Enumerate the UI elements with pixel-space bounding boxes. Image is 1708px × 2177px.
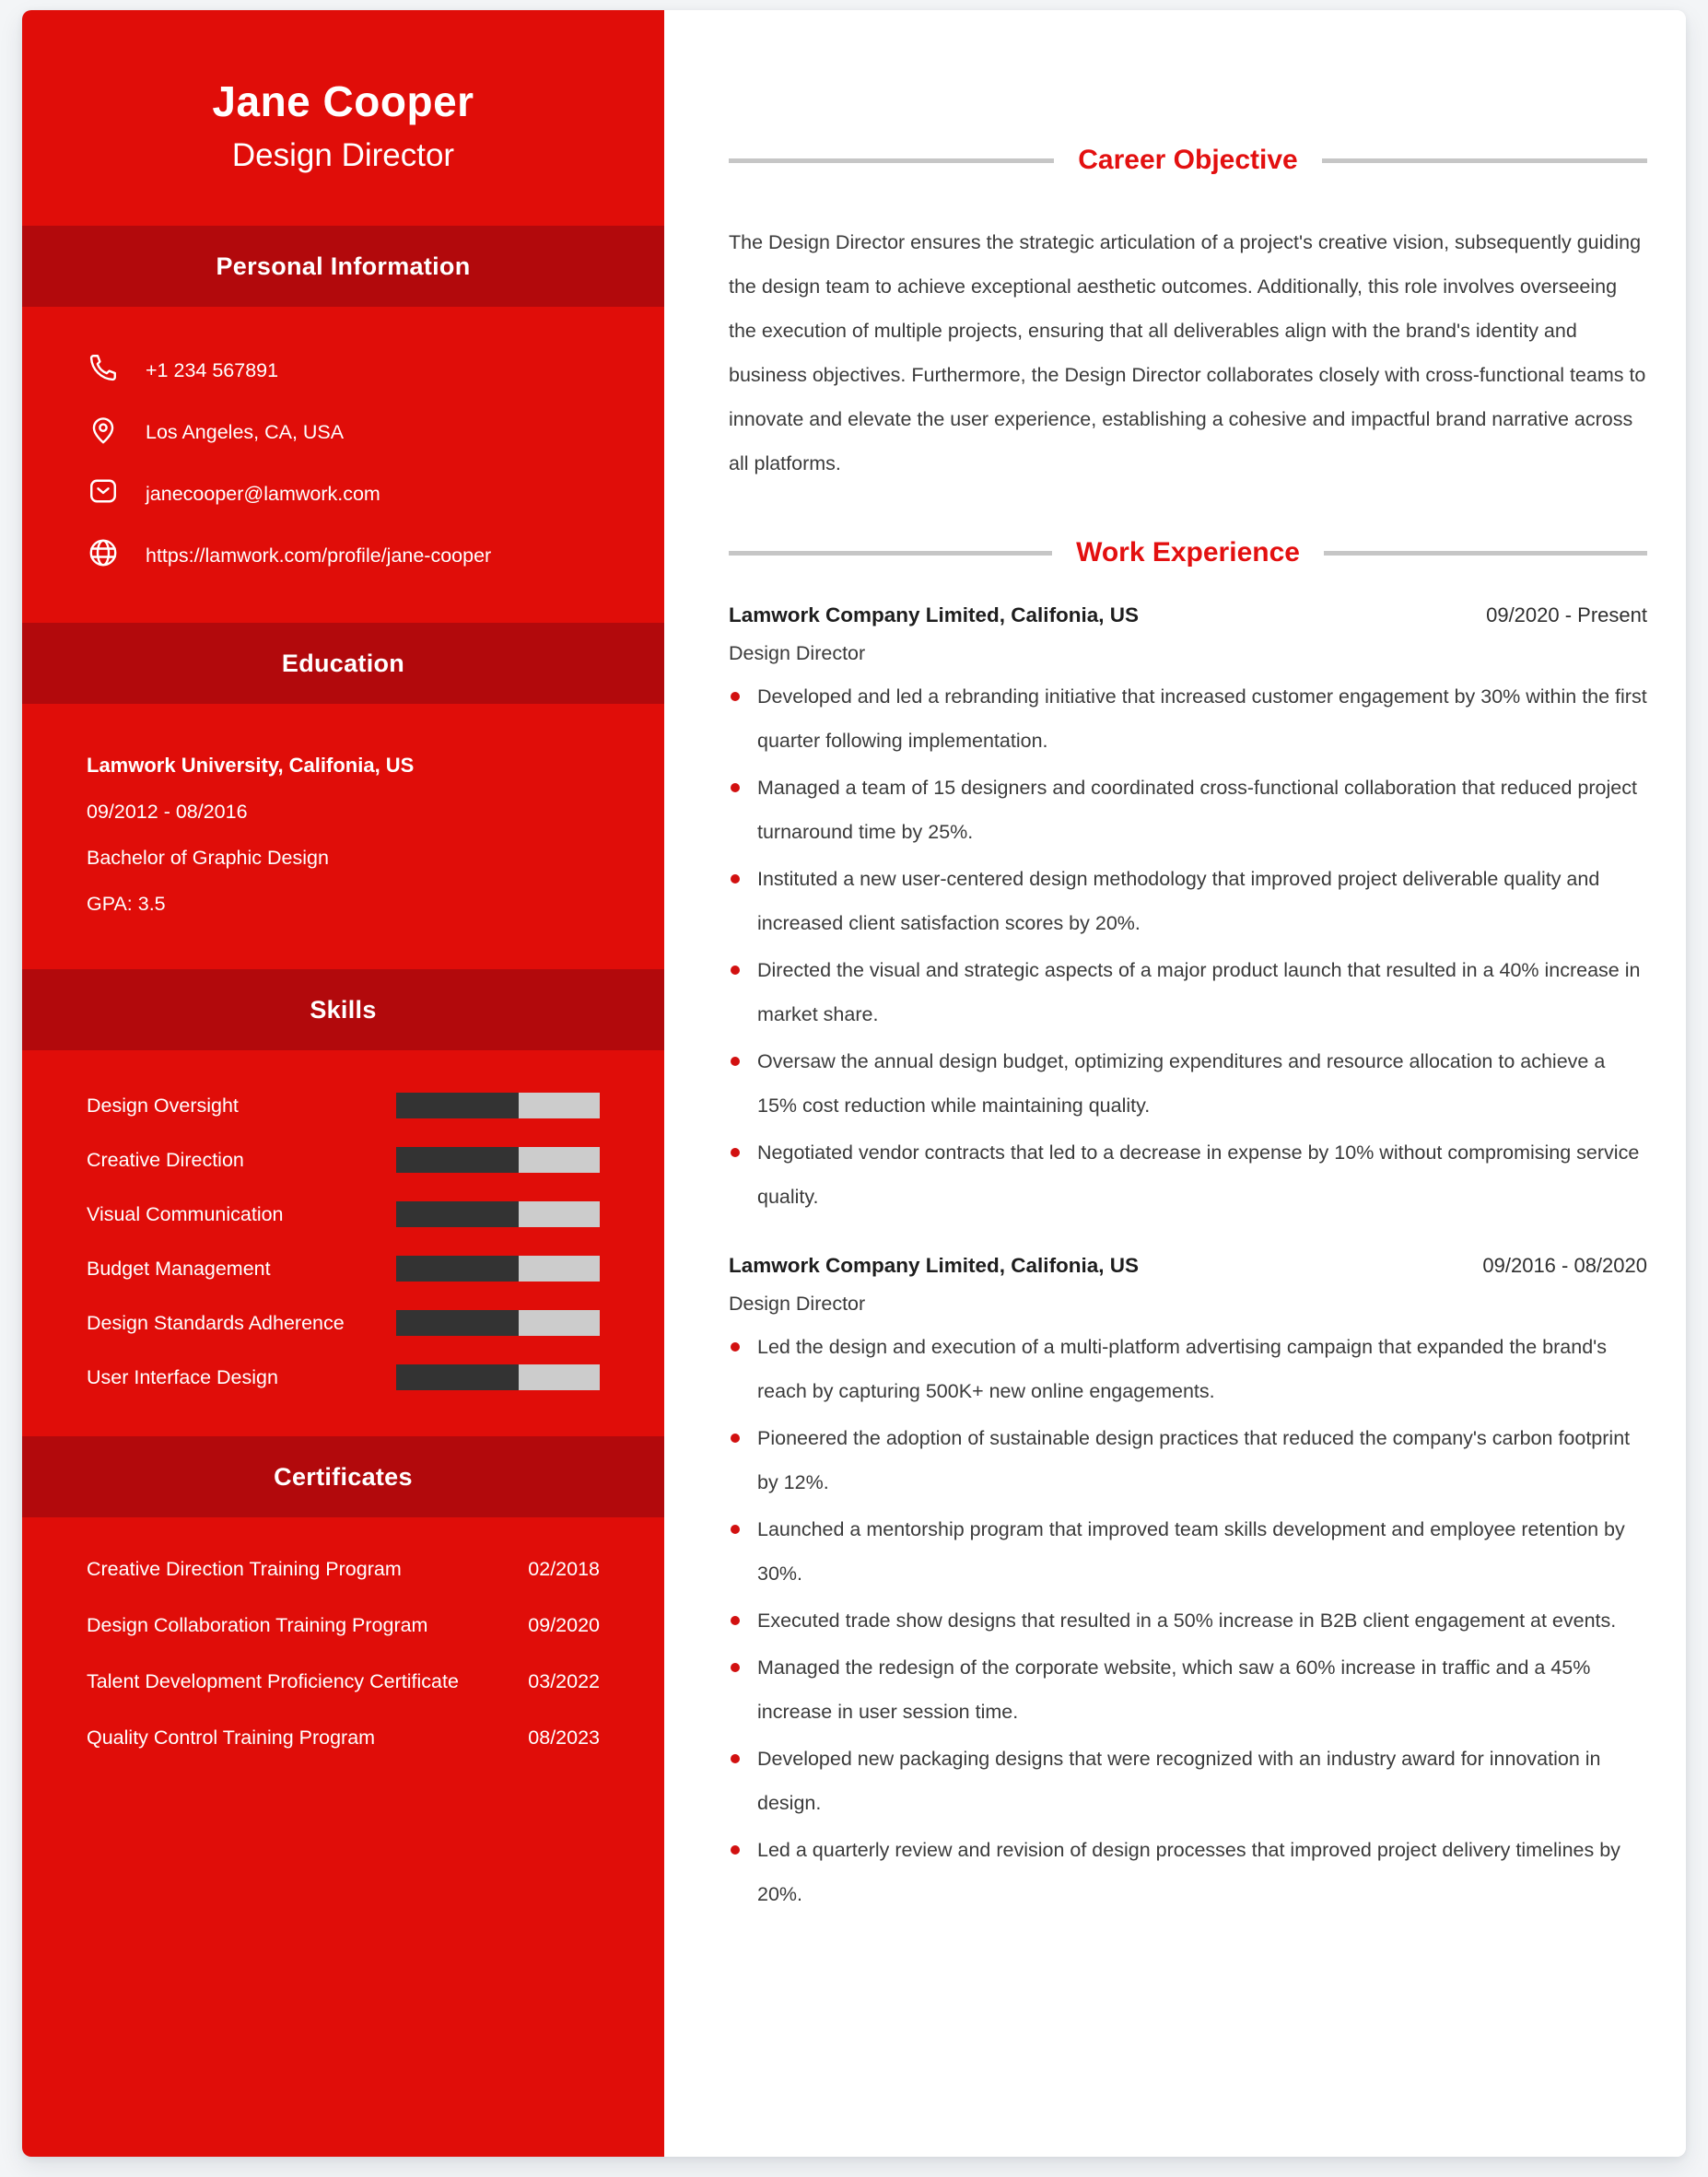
education-heading: Education (22, 623, 664, 704)
work-experience-heading: Work Experience (1076, 537, 1300, 568)
job-bullet: Negotiated vendor contracts that led to a decrease in expense by 10% without compromising service quality. (757, 1130, 1647, 1219)
skill-bar-fill (396, 1093, 519, 1118)
job-role: Design Director (729, 1293, 866, 1315)
job-role: Design Director (729, 642, 866, 664)
certificate-row (87, 1558, 600, 1581)
job-bullet: Developed new packaging designs that were recognized with an industry award for innovation in design. (757, 1737, 1647, 1825)
title-divider-left (729, 551, 1052, 556)
contact-list (22, 307, 664, 623)
location-icon (87, 413, 120, 451)
skill-bar-fill (396, 1364, 519, 1390)
skills-heading: Skills (22, 969, 664, 1050)
certificate-row (87, 1614, 600, 1637)
contact-website-text[interactable]: https://lamwork.com/profile/jane-cooper (146, 544, 492, 567)
career-objective-text: The Design Director ensures the strategic articulation of a project's creative vision, subsequently guiding the design team to achieve exceptional aesthetic outcomes. Additionally, this role involves overseeing the execution of multiple projects, ensuring that all deliverables align with the brand's identity and business objectives. Furthermore, the Design Director collaborates closely with cross-functional teams to innovate and elevate the user experience, establishing a cohesive and impactful brand narrative across all platforms. (729, 231, 1646, 474)
skill-label: Visual Communication (87, 1202, 284, 1225)
contact-location-text: Los Angeles, CA, USA (146, 420, 345, 443)
globe-icon (87, 536, 120, 575)
job-bullet: Pioneered the adoption of sustainable design practices that reduced the company's carbon footprint by 12%. (757, 1416, 1647, 1504)
job-company: Lamwork Company Limited, Califonia, US (729, 1254, 1140, 1277)
skill-row (87, 1310, 600, 1336)
education-entry (22, 704, 664, 969)
skill-bar (396, 1256, 600, 1282)
education-degree: Bachelor of Graphic Design (87, 847, 329, 869)
skill-row (87, 1147, 600, 1173)
skill-row (87, 1093, 600, 1118)
certificate-date: 02/2018 (528, 1558, 600, 1580)
skill-bar (396, 1310, 600, 1336)
skill-row (87, 1364, 600, 1390)
certificate-date: 09/2020 (528, 1614, 600, 1636)
skill-bar-fill (396, 1147, 519, 1173)
title-divider-left (729, 158, 1054, 163)
job-bullet: Oversaw the annual design budget, optimizing expenditures and resource allocation to achieve a 15% cost reduction while maintaining quality. (757, 1039, 1647, 1128)
education-gpa: GPA: 3.5 (87, 893, 166, 915)
resume-page (22, 10, 1686, 2157)
certificate-name: Quality Control Training Program (87, 1726, 376, 1749)
certificate-row (87, 1726, 600, 1750)
certificate-name: Creative Direction Training Program (87, 1558, 402, 1580)
contact-email-text[interactable]: janecooper@lamwork.com (146, 482, 380, 505)
jobs-list (729, 603, 1647, 1916)
job-entry (729, 1254, 1647, 1916)
email-icon (87, 474, 120, 513)
contact-location (87, 413, 600, 451)
person-name: Jane Cooper (212, 77, 474, 125)
career-objective-heading: Career Objective (1078, 145, 1298, 175)
certificate-name: Talent Development Proficiency Certificate (87, 1670, 459, 1692)
contact-email (87, 474, 600, 513)
skill-label: Design Standards Adherence (87, 1311, 345, 1334)
contact-phone-text: +1 234 567891 (146, 358, 279, 381)
job-bullet: Led the design and execution of a multi-platform advertising campaign that expanded the brand's reach by capturing 500K+ new online engagements. (757, 1325, 1647, 1413)
person-headline: Design Director (231, 137, 455, 173)
main-content (664, 10, 1686, 2157)
skill-label: User Interface Design (87, 1365, 278, 1388)
certificate-date: 08/2023 (528, 1726, 600, 1749)
job-bullet: Executed trade show designs that resulted in a 50% increase in B2B client engagement at events. (757, 1598, 1647, 1643)
job-bullet: Directed the visual and strategic aspects of a major product launch that resulted in a 40% increase in market share. (757, 948, 1647, 1036)
sidebar-filler (22, 1750, 664, 2157)
job-bullets (729, 674, 1647, 1219)
skill-bar (396, 1093, 600, 1118)
skill-bar-fill (396, 1201, 519, 1227)
job-header (729, 1254, 1647, 1278)
certificate-date: 03/2022 (528, 1670, 600, 1692)
job-header (729, 603, 1647, 627)
title-divider-right (1324, 551, 1647, 556)
skill-bar (396, 1147, 600, 1173)
skill-label: Creative Direction (87, 1148, 244, 1171)
skill-bar-fill (396, 1310, 519, 1336)
skill-row (87, 1256, 600, 1282)
skills-list (22, 1050, 664, 1436)
personal-information-heading: Personal Information (22, 226, 664, 307)
contact-phone (87, 351, 600, 390)
skill-bar (396, 1201, 600, 1227)
job-bullet: Led a quarterly review and revision of design processes that improved project delivery timelines by 20%. (757, 1828, 1647, 1916)
job-entry (729, 603, 1647, 1219)
job-bullet: Developed and led a rebranding initiative that increased customer engagement by 30% within the first quarter following implementation. (757, 674, 1647, 763)
job-bullet: Instituted a new user-centered design methodology that improved project deliverable quality and increased client satisfaction scores by 20%. (757, 857, 1647, 945)
job-dates: 09/2020 - Present (1486, 603, 1647, 626)
skill-bar (396, 1364, 600, 1390)
skill-label: Budget Management (87, 1257, 271, 1280)
job-bullet: Launched a mentorship program that improved team skills development and employee retention by 30%. (757, 1507, 1647, 1596)
certificates-heading: Certificates (22, 1436, 664, 1517)
certificate-row (87, 1670, 600, 1693)
sidebar-header (22, 10, 664, 226)
skill-bar-fill (396, 1256, 519, 1282)
skill-row (87, 1201, 600, 1227)
certificates-list (22, 1517, 664, 1750)
job-dates: 09/2016 - 08/2020 (1482, 1254, 1647, 1277)
sidebar (22, 10, 664, 2157)
education-dates: 09/2012 - 08/2016 (87, 801, 248, 823)
work-experience-title-row (729, 537, 1647, 568)
job-bullets (729, 1325, 1647, 1916)
job-company: Lamwork Company Limited, Califonia, US (729, 603, 1140, 626)
certificate-name: Design Collaboration Training Program (87, 1614, 428, 1636)
job-bullet: Managed a team of 15 designers and coordinated cross-functional collaboration that reduced project turnaround time by 25%. (757, 766, 1647, 854)
contact-website (87, 536, 600, 575)
phone-icon (87, 351, 120, 390)
skill-label: Design Oversight (87, 1094, 239, 1117)
education-school: Lamwork University, Califonia, US (87, 754, 415, 777)
job-bullet: Managed the redesign of the corporate website, which saw a 60% increase in traffic and a 45% increase in user session time. (757, 1645, 1647, 1734)
career-objective-title-row (729, 145, 1647, 176)
title-divider-right (1322, 158, 1647, 163)
